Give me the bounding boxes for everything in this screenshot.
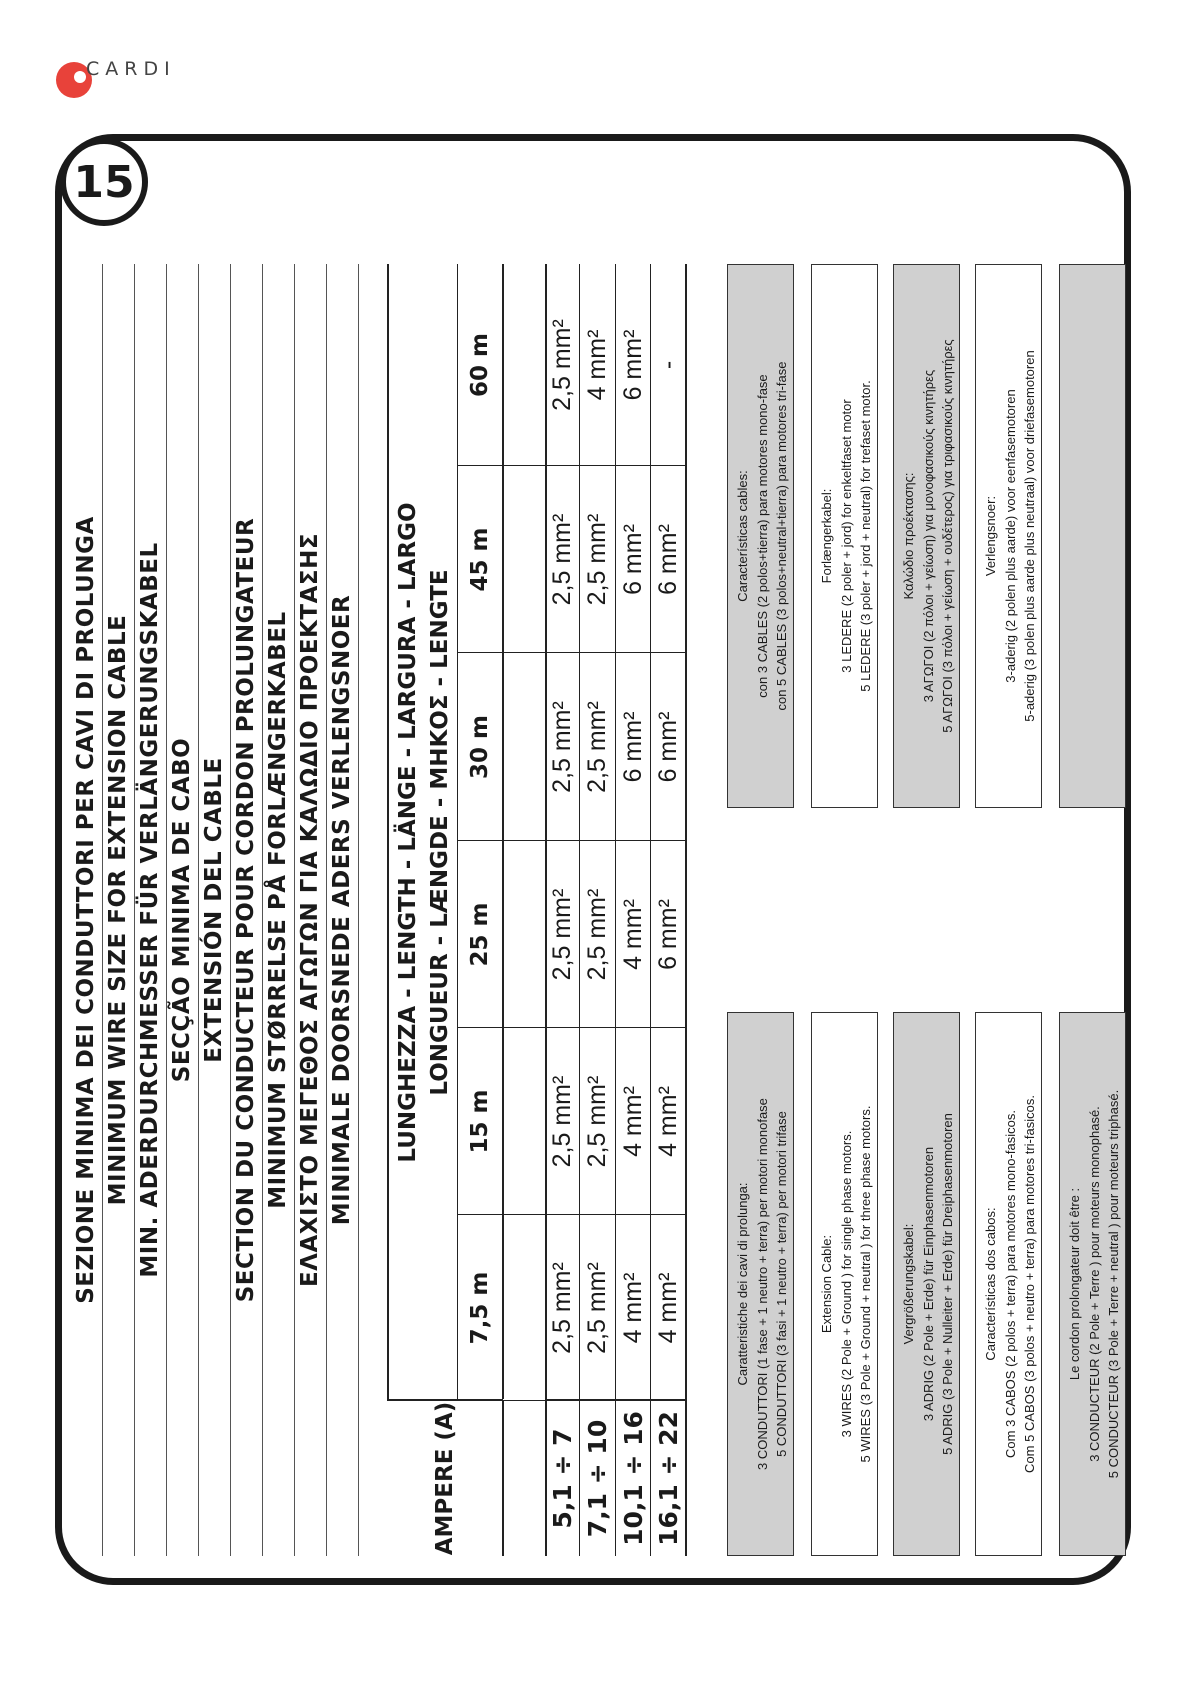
table-top-line: [387, 264, 389, 1401]
note-box-it: [727, 1012, 794, 1556]
table-cell: 4 mm²: [618, 899, 647, 970]
note-line: Com 3 CABOS (2 polos + terra) para motores mono-fasicos.: [1002, 1110, 1018, 1458]
table-cell: -: [653, 360, 682, 370]
table-cell: 2,5 mm²: [548, 1075, 576, 1168]
cardi-logo: [56, 58, 186, 98]
table-cell: 2,5 mm²: [583, 1075, 611, 1168]
note-title: Características cables:: [735, 470, 750, 602]
table-cell: 4 mm²: [583, 329, 611, 401]
note-box-fr: [1059, 1012, 1126, 1556]
title-line-fr: SECTION DU CONDUCTEUR POUR CORDON PROLUNGATEUR: [230, 264, 263, 1556]
note-line: 5 ΑΓΩΓΟΙ (3 πόλοι + γείωση + ουδέτερος) για τριφασικούς κινητήρες: [940, 339, 955, 733]
table-cell: 2,5 mm²: [548, 888, 576, 981]
ampere-range: 7,1 ÷ 10: [583, 1419, 612, 1538]
title-line-nl: MINIMALE DOORSNEDE ADERS VERLENGSNOER: [326, 264, 359, 1556]
rotated-content: [70, 264, 1130, 1556]
note-line: 3 CONDUCTEUR (2 Pole + Terre ) pour moteurs monophasé.: [1086, 1106, 1102, 1462]
table-cell: 6 mm²: [653, 524, 682, 595]
page-number-badge: 15: [60, 138, 148, 226]
title-line-it: SEZIONE MINIMA DEI CONDUTTORI PER CAVI DI PROLUNGA: [70, 264, 103, 1556]
note-title: Le cordon prolongateur doit être :: [1067, 1187, 1082, 1381]
note-line: 3 ΑΓΩΓΟΙ (2 πόλοι + γείωση) για μονοφασικούς κινητήρες: [920, 369, 936, 703]
table-cell: 6 mm²: [618, 524, 647, 595]
note-box-en: [811, 1012, 878, 1556]
brand-name: CARDI: [86, 58, 176, 80]
table-cell: 6 mm²: [653, 711, 682, 783]
note-line: 5 CONDUTTORI (3 fasi + 1 neutro + terra) per motori trifase: [774, 1111, 789, 1457]
table-cell: 2,5 mm²: [548, 319, 576, 411]
table-cell: 6 mm²: [618, 711, 647, 783]
note-line: 5 ADRIG (3 Pole + Nulleiter + Erde) für Dreiphasenmotoren: [940, 1113, 955, 1455]
table-cell: 2,5 mm²: [548, 513, 576, 606]
table-cell: 2,5 mm²: [583, 513, 611, 606]
table-cell: 2,5 mm²: [548, 701, 576, 793]
note-box-nl: [975, 264, 1042, 808]
table-cell: 4 mm²: [618, 1272, 647, 1344]
column-header: 15 m: [467, 1089, 493, 1154]
table-cell: 2,5 mm²: [548, 1262, 576, 1354]
note-line: 5 CONDUCTEUR (3 Pole + Terre + neutral ) pour moteurs triphasé.: [1106, 1089, 1121, 1479]
column-header: 25 m: [467, 902, 493, 967]
note-line: 3-aderig (2 polen plus aarde) voor eenfasemotoren: [1002, 389, 1018, 683]
table-cell: 4 mm²: [618, 1086, 647, 1157]
note-box-empty: [1059, 264, 1126, 808]
note-line: 5 LEDERE (3 poler + jord + neutral) for trefaset motor.: [858, 380, 873, 692]
note-line: 3 WIRES (2 Pole + Ground ) for single phase motors.: [838, 1130, 854, 1438]
note-box-da: [811, 264, 878, 808]
column-header: 60 m: [467, 333, 493, 397]
table-bottom-line: [685, 264, 687, 1556]
column-header: 45 m: [467, 527, 493, 592]
note-title: Características dos cabos:: [983, 1207, 998, 1361]
title-line-en: MINIMUM WIRE SIZE FOR EXTENSION CABLE: [102, 264, 135, 1556]
note-line: 5 WIRES (3 Pole + Ground + neutral ) for three phase motors.: [858, 1105, 873, 1463]
note-line: 3 CONDUTTORI (1 fase + 1 neutro + terra) per motori monofase: [754, 1098, 770, 1470]
note-line: 3 ADRIG (2 Pole + Erde) für Einphasenmotoren: [920, 1146, 936, 1422]
ampere-range: 16,1 ÷ 22: [653, 1411, 683, 1546]
note-box-es: [727, 264, 794, 808]
note-line: 3 LEDERE (2 poler + jord) for enkeltfaset motor: [838, 399, 854, 673]
table-cell: 2,5 mm²: [583, 888, 611, 981]
title-line-el: ΕΛΑΧΙΣΤΟ ΜΕΓΕΘΟΣ ΑΓΩΓΩΝ ΓΙΑ ΚΑΛΩΔΙΟ ΠΡΟΕΚΤΑΣΗΣ: [294, 264, 327, 1556]
table-cell: 4 mm²: [653, 1086, 682, 1157]
title-line-es: EXTENSIÓN DEL CABLE: [198, 264, 231, 1556]
note-title: Caratteristiche dei cavi di prolunga:: [735, 1182, 750, 1386]
note-line: con 5 CABLES (3 polos+neutral+tierra) para motores tri-fase: [774, 361, 789, 711]
note-line: Com 5 CABOS (3 polos + neutro + terra) para motores tri-fasicos.: [1022, 1095, 1037, 1473]
note-title: Extension Cable:: [819, 1234, 834, 1334]
ampere-range: 10,1 ÷ 16: [618, 1411, 648, 1546]
header-gap: [503, 1399, 545, 1400]
ampere-header: AMPERE (A): [431, 1401, 458, 1556]
note-box-pt: [975, 1012, 1042, 1556]
note-box-de: [893, 1012, 960, 1556]
note-title: Καλώδιο προέκτασης:: [901, 472, 916, 600]
note-line: con 3 CABLES (2 polos+tierra) para motores mono-fase: [754, 374, 770, 698]
table-cell: 4 mm²: [653, 1272, 682, 1344]
title-line-pt: SECÇÃO MINIMA DE CABO: [166, 264, 199, 1556]
note-box-el: [893, 264, 960, 808]
note-line: 5-aderig (3 polen plus aarde plus neutraal) voor driefasemotoren: [1022, 350, 1037, 722]
table-cell: 2,5 mm²: [583, 1262, 611, 1354]
title-line-de: MIN. ADERDURCHMESSER FÜR VERLÄNGERUNGSKABEL: [134, 264, 167, 1556]
table-cell: 2,5 mm²: [583, 701, 611, 793]
table-cell: 6 mm²: [618, 329, 647, 401]
note-title: Vergrößerungskabel:: [901, 1223, 916, 1345]
note-title: Forlængerkabel:: [819, 488, 834, 584]
table-cell: 6 mm²: [653, 899, 682, 970]
ampere-range: 5,1 ÷ 7: [548, 1428, 577, 1529]
column-header: 30 m: [467, 715, 493, 779]
title-line-da: MINIMUM STØRRELSE PÅ FORLÆNGERKABEL: [262, 264, 295, 1556]
length-header-line1: LUNGHEZZA - LENGTH - LÄNGE - LARGURA - LARGO: [395, 502, 421, 1163]
column-header: 7,5 m: [467, 1271, 493, 1345]
length-header-line2: LONGUEUR - LÆNGDE - ΜΗΚΟΣ - LENGTE: [427, 569, 453, 1096]
table-header-bottom-line: [502, 264, 504, 1556]
note-title: Verlengsnoer:: [983, 495, 998, 577]
